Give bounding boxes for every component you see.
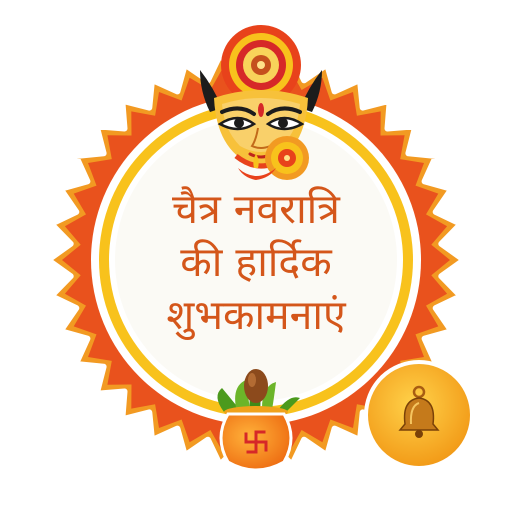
greeting-line-1: चैत्र नवरात्रि: [172, 185, 340, 233]
bell-button[interactable]: [366, 362, 472, 468]
greeting-text: [116, 183, 396, 342]
greeting-line-3: शुभकामनाएं: [166, 291, 346, 339]
greeting-line-2: की हार्दिक: [180, 238, 332, 286]
